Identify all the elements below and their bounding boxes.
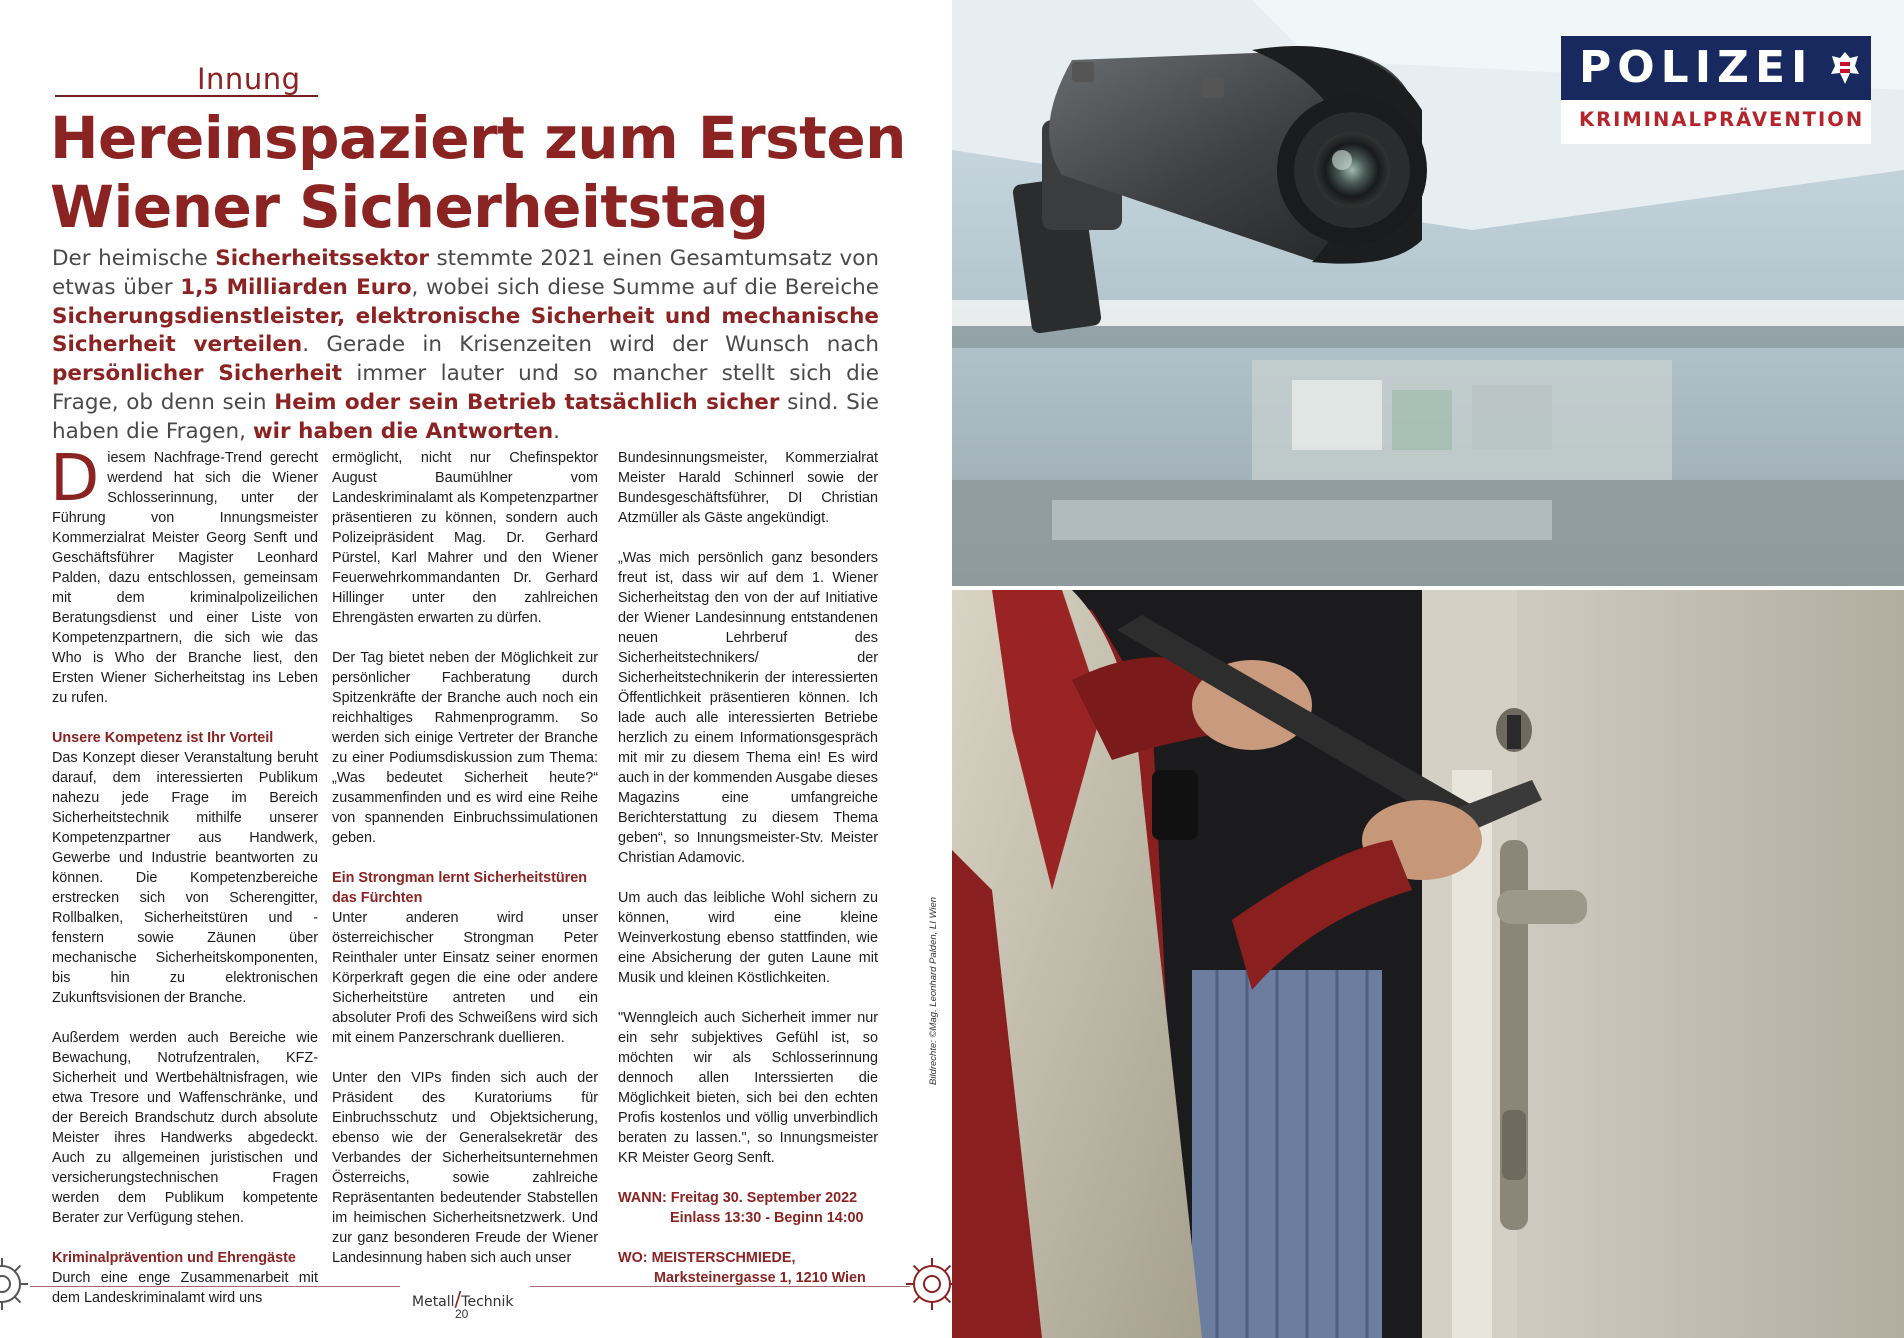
body-paragraph: Durch eine enge Zusammenarbeit mit dem Landeskriminalamt wird uns <box>52 1270 318 1306</box>
subheading: Ein Strongman lernt Sicherheitstüren das Fürchten <box>332 870 588 906</box>
burglary-photo <box>952 590 1904 1338</box>
lead-highlight: 1,5 Milliarden Euro <box>180 274 412 300</box>
lead-text: . Gerade in Krisenzeiten wird der Wunsch nach <box>302 332 880 358</box>
body-paragraph: Unter anderen wird unser österreichischer Strongman Peter Reinthaler unter Einsatz seiner enormen Körperkraft gegen die eine oder andere Sicherheitstüre antreten und ein absoluter Profi des Schweißens wird sich mit einem Panzerschrank duellieren. <box>332 910 598 1046</box>
gear-icon <box>900 1252 952 1316</box>
body-paragraph: ermöglicht, nicht nur Chefinspektor August Baumühlner vom Landeskriminalamt als Kompetenzpartner präsentieren zu können, sondern auch Polizeipräsident Mag. Dr. Gerhard Pürstel, Karl Mahrer und den Wiener Feuerwehrkommandanten Dr. Gerhard Hillinger unter den zahlreichen Ehrengästen erwarten zu dürfen. <box>332 450 598 626</box>
quote-paragraph: "Wenngleich auch Sicherheit immer nur ein sehr subjektives Gefühl ist, so möchten wir als Schlosserinnung dennoch allen Interssierten die Möglichkeit bieten, sich bei den echten Profis kostenlos und völlig unverbindlich beraten zu lassen.", so Innungsmeister KR Meister Georg Senft. <box>618 1010 878 1166</box>
event-where <box>618 1248 878 1288</box>
police-logo <box>1561 36 1871 144</box>
headline-line-1: Hereinspaziert zum Ersten <box>50 104 906 172</box>
lead-highlight: Sicherungsdienstleister, elektronische Sicherheit und mechanische Sicherheit verteilen <box>52 303 879 358</box>
event-date: WANN: Freitag 30. September 2022 <box>618 1190 858 1206</box>
footer-brand: Metall/Technik <box>412 1287 514 1311</box>
lead-highlight: persönlicher Sicherheit <box>52 361 343 387</box>
lead-paragraph <box>52 245 879 447</box>
lead-text: immer lauter und so mancher stellt sich die Frage, ob denn sein <box>52 361 879 415</box>
body-paragraph: Um auch das leibliche Wohl sichern zu können, wird eine kleine Weinverkostung ebenso stattfinden, wie eine Absicherung der guten Laune mit Musik und kleinen Köstlichkeiten. <box>618 890 878 986</box>
section-label: Innung <box>197 62 301 96</box>
police-title: POLIZEI <box>1579 42 1814 93</box>
column-2 <box>332 448 598 1268</box>
lead-text: , wobei sich diese Summe auf die Bereiche <box>411 274 879 300</box>
subheading: Kriminalprävention und Ehrengäste <box>52 1250 296 1266</box>
event-when <box>618 1188 878 1228</box>
column-1 <box>50 442 318 1308</box>
headline <box>50 104 930 242</box>
body-paragraph: Unter den VIPs finden sich auch der Präsident des Kuratoriums für Einbruchsschutz und Objektsicherung, ebenso wie der Generalsekretär des Verbandes der Sicherheitsunternehmen Österreichs, sowie zahlreiche Repräsentanten bedeutender Stabstellen im heimischen Sicherheitsnetzwerk. Und zur ganz besonderen Freude der Wiener Landesinnung haben sich auch unser <box>332 1070 598 1266</box>
body-paragraph: Der Tag bietet neben der Möglichkeit zur persönlicher Fachberatung durch Spitzenkräfte der Branche auch noch ein reichhaltiges Rahmenprogramm. So werden sich einige Vertreter der Branche zu einer Podiumsdiskussion zum Thema: „Was bedeutet Sicherheit heute?“ zusammenfinden und es wird eine Reihe von spannenden Einbruchssimulationen geben. <box>332 650 598 846</box>
event-venue: WO: MEISTERSCHMIEDE, <box>618 1250 796 1266</box>
photo-credit: Bildrechte: ©Mag. Leonhard Palden, LI Wien <box>928 896 939 1085</box>
dropcap: D <box>50 442 100 516</box>
lead-text: sind. Sie haben die Fragen, <box>52 389 879 444</box>
lead-highlight: Sicherheitssektor <box>215 246 429 271</box>
lead-highlight: wir haben die Antworten <box>252 418 554 444</box>
lead-text: . <box>553 418 561 444</box>
intro-paragraph: Diesem Nachfrage-Trend gerecht werdend hat sich die Wiener Schlosserinnung, unter der Führung von Innungsmeister Kommerzialrat Meister Georg Senft und Geschäftsführer Magister Leonhard Palden, dazu entschlossen, gemeinsam mit dem kriminalpolizeilichen Beratungsdienst und einer Liste von Kompetenzpartnern, die sich wie das Who is Who der Branche liest, den Ersten Wiener Sicherheitstag ins Leben zu rufen. <box>50 442 318 706</box>
police-subtitle: KRIMINALPRÄVENTION <box>1579 108 1865 131</box>
subheading: Unsere Kompetenz ist Ihr Vorteil <box>52 730 274 746</box>
lead-highlight: Heim oder sein Betrieb tatsächlich sicher <box>274 389 780 415</box>
headline-line-2: Wiener Sicherheitstag <box>50 173 769 241</box>
body-paragraph: Das Konzept dieser Veranstaltung beruht darauf, dem interessierten Publikum nahezu jede Frage im Bereich Sicherheitstechnik mithilfe unserer Kompetenzpartner aus Handwerk, Gewerbe und Industrie beantworten zu können. Die Kompetenzbereiche erstrecken sich von Scherengitter, Rollbalken, Sicherheitstüren und -fenstern sowie Zäunen über mechanische Sicherheitskomponenten, bis hin zu elektronischen Zukunftsvisionen der Branche. <box>52 750 318 1006</box>
footer-rule <box>30 1286 400 1287</box>
body-paragraph: Bundesinnungsmeister, Kommerzialrat Meister Harald Schinnerl sowie der Bundesgeschäftsführer, DI Christian Atzmüller als Gäste angekündigt. <box>618 450 878 526</box>
column-3 <box>618 448 878 1288</box>
body-paragraph: Außerdem werden auch Bereiche wie Bewachung, Notrufzentralen, KFZ-Sicherheit und Wertbehältnisfragen, wie etwa Tresore und Waffenschränke, und der Bereich Brandschutz durch absolute Meister ihres Handwerks abgedeckt. Auch zu allgemeinen juristischen und versicherungstechnischen Fragen werden dem Publikum kompetente Berater zur Verfügung stehen. <box>52 1030 318 1226</box>
lead-text: stemmte 2021 einen Gesamtumsatz von etwas über <box>52 246 879 300</box>
lead-text: Der heimische <box>52 246 216 271</box>
event-address: Marksteinergasse 1, 1210 Wien <box>654 1270 866 1286</box>
austrian-eagle-icon <box>1828 48 1862 88</box>
footer-rule <box>530 1286 910 1287</box>
event-time: Einlass 13:30 - Beginn 14:00 <box>670 1210 864 1226</box>
quote-paragraph: „Was mich persönlich ganz besonders freut ist, dass wir auf dem 1. Wiener Sicherheitstag den von der auf Initiative der Wiener Landesinnung entstandenen neuen Lehrberuf des Sicherheitstechnikers/ der Sicherheitstechnikerin der interessierten Öffentlichkeit präsentieren können. Ich lade auch alle interessierten Betriebe herzlich zu einem Informationsgespräch mit mir zu diesem Thema ein! Es wird auch in der kommenden Ausgabe dieses Magazins eine umfangreiche Berichterstattung zu diesem Thema geben“, so Innungsmeister-Stv. Meister Christian Adamovic. <box>618 550 879 866</box>
photo-page <box>952 0 1904 1338</box>
page-number: 20 <box>455 1307 469 1321</box>
gear-icon <box>0 1252 34 1316</box>
